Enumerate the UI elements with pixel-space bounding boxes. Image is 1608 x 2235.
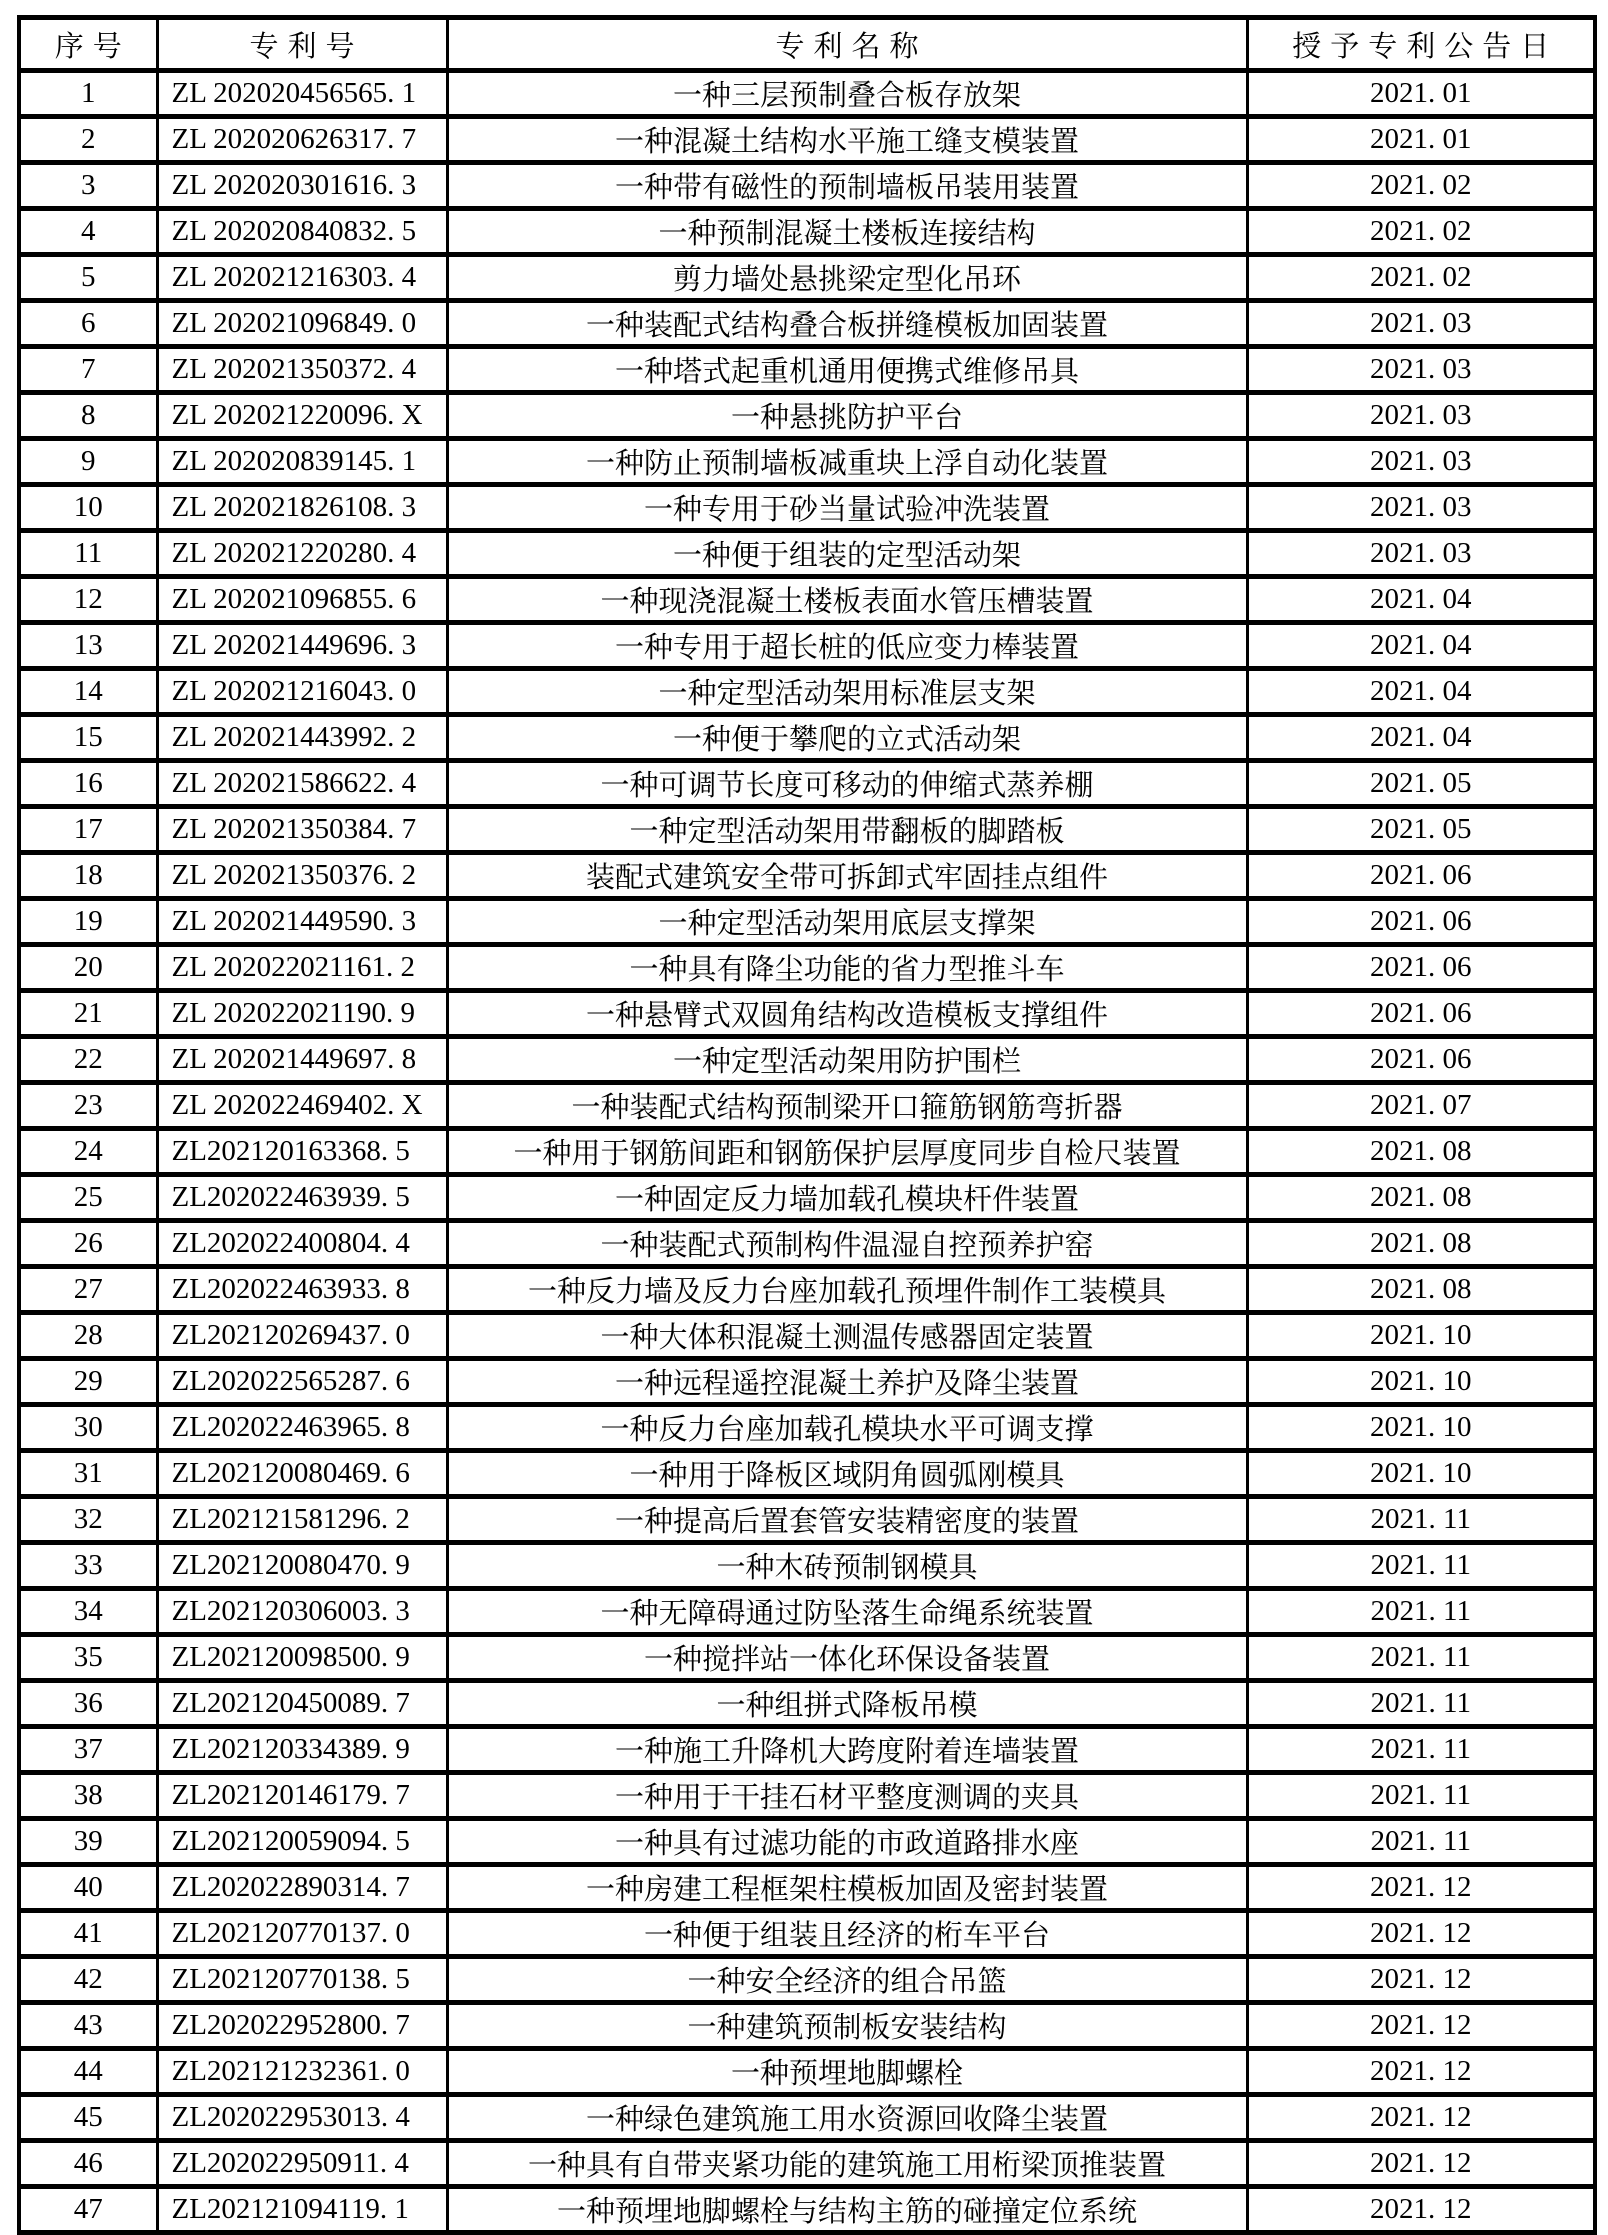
table-row <box>19 899 1595 945</box>
cell-patent-title: 一种装配式结构预制梁开口箍筋钢筋弯折器 <box>447 1083 1247 1129</box>
cell-grant-date: 2021. 11 <box>1247 1635 1595 1681</box>
table-row <box>19 1957 1595 2003</box>
table-row <box>19 1773 1595 1819</box>
table-row <box>19 1451 1595 1497</box>
cell-serial: 29 <box>19 1359 157 1405</box>
table-row <box>19 577 1595 623</box>
cell-patent-number: ZL202022463933. 8 <box>157 1267 447 1313</box>
cell-patent-number: ZL202022952800. 7 <box>157 2003 447 2049</box>
table-row <box>19 163 1595 209</box>
cell-patent-number: ZL 202021216303. 4 <box>157 255 447 301</box>
cell-patent-number: ZL 202020840832. 5 <box>157 209 447 255</box>
cell-grant-date: 2021. 12 <box>1247 1865 1595 1911</box>
cell-serial: 5 <box>19 255 157 301</box>
cell-patent-title: 一种无障碍通过防坠落生命绳系统装置 <box>447 1589 1247 1635</box>
cell-grant-date: 2021. 03 <box>1247 439 1595 485</box>
cell-patent-title: 一种木砖预制钢模具 <box>447 1543 1247 1589</box>
cell-grant-date: 2021. 08 <box>1247 1175 1595 1221</box>
table-row <box>19 623 1595 669</box>
header-row <box>19 18 1595 71</box>
cell-grant-date: 2021. 11 <box>1247 1773 1595 1819</box>
cell-patent-number: ZL 202021220096. X <box>157 393 447 439</box>
cell-serial: 33 <box>19 1543 157 1589</box>
table-row <box>19 301 1595 347</box>
table-body <box>19 71 1595 2233</box>
cell-patent-number: ZL202120080469. 6 <box>157 1451 447 1497</box>
cell-patent-title: 一种专用于超长桩的低应变力棒装置 <box>447 623 1247 669</box>
cell-grant-date: 2021. 04 <box>1247 623 1595 669</box>
table-row <box>19 531 1595 577</box>
table-row <box>19 1037 1595 1083</box>
cell-patent-number: ZL 202021826108. 3 <box>157 485 447 531</box>
cell-grant-date: 2021. 10 <box>1247 1359 1595 1405</box>
cell-serial: 2 <box>19 117 157 163</box>
cell-patent-title: 一种安全经济的组合吊篮 <box>447 1957 1247 2003</box>
table-row <box>19 209 1595 255</box>
cell-patent-number: ZL202022463965. 8 <box>157 1405 447 1451</box>
cell-grant-date: 2021. 02 <box>1247 209 1595 255</box>
cell-patent-number: ZL202121232361. 0 <box>157 2049 447 2095</box>
table-row <box>19 1727 1595 1773</box>
cell-patent-number: ZL202120306003. 3 <box>157 1589 447 1635</box>
cell-patent-number: ZL 202021586622. 4 <box>157 761 447 807</box>
cell-patent-number: ZL202120450089. 7 <box>157 1681 447 1727</box>
cell-patent-title: 一种便于组装且经济的桁车平台 <box>447 1911 1247 1957</box>
cell-serial: 7 <box>19 347 157 393</box>
cell-serial: 13 <box>19 623 157 669</box>
cell-grant-date: 2021. 03 <box>1247 485 1595 531</box>
cell-patent-title: 一种房建工程框架柱模板加固及密封装置 <box>447 1865 1247 1911</box>
table-row <box>19 1175 1595 1221</box>
cell-patent-title: 一种具有自带夹紧功能的建筑施工用桁梁顶推装置 <box>447 2141 1247 2187</box>
cell-serial: 28 <box>19 1313 157 1359</box>
cell-serial: 47 <box>19 2187 157 2233</box>
cell-patent-title: 一种预埋地脚螺栓 <box>447 2049 1247 2095</box>
cell-serial: 12 <box>19 577 157 623</box>
cell-patent-number: ZL 202021096855. 6 <box>157 577 447 623</box>
cell-grant-date: 2021. 08 <box>1247 1267 1595 1313</box>
cell-patent-title: 一种三层预制叠合板存放架 <box>447 71 1247 117</box>
cell-serial: 25 <box>19 1175 157 1221</box>
cell-serial: 34 <box>19 1589 157 1635</box>
cell-grant-date: 2021. 03 <box>1247 531 1595 577</box>
cell-patent-title: 一种可调节长度可移动的伸缩式蒸养棚 <box>447 761 1247 807</box>
cell-patent-title: 一种固定反力墙加载孔模块杆件装置 <box>447 1175 1247 1221</box>
cell-grant-date: 2021. 03 <box>1247 301 1595 347</box>
table-row <box>19 1911 1595 1957</box>
cell-serial: 45 <box>19 2095 157 2141</box>
cell-patent-number: ZL202121581296. 2 <box>157 1497 447 1543</box>
cell-grant-date: 2021. 02 <box>1247 255 1595 301</box>
cell-patent-title: 一种用于降板区域阴角圆弧刚模具 <box>447 1451 1247 1497</box>
cell-serial: 44 <box>19 2049 157 2095</box>
cell-grant-date: 2021. 04 <box>1247 715 1595 761</box>
cell-grant-date: 2021. 11 <box>1247 1543 1595 1589</box>
cell-serial: 42 <box>19 1957 157 2003</box>
cell-patent-title: 一种防止预制墙板减重块上浮自动化装置 <box>447 439 1247 485</box>
cell-serial: 31 <box>19 1451 157 1497</box>
cell-patent-title: 一种具有过滤功能的市政道路排水座 <box>447 1819 1247 1865</box>
table-row <box>19 347 1595 393</box>
cell-patent-title: 一种具有降尘功能的省力型推斗车 <box>447 945 1247 991</box>
table-row <box>19 1635 1595 1681</box>
cell-grant-date: 2021. 11 <box>1247 1819 1595 1865</box>
cell-grant-date: 2021. 04 <box>1247 669 1595 715</box>
table-row <box>19 117 1595 163</box>
cell-patent-number: ZL202120163368. 5 <box>157 1129 447 1175</box>
cell-grant-date: 2021. 04 <box>1247 577 1595 623</box>
cell-patent-title: 剪力墙处悬挑梁定型化吊环 <box>447 255 1247 301</box>
cell-grant-date: 2021. 08 <box>1247 1221 1595 1267</box>
column-header-serial: 序号 <box>19 18 157 71</box>
cell-patent-number: ZL202022890314. 7 <box>157 1865 447 1911</box>
table-row <box>19 853 1595 899</box>
cell-grant-date: 2021. 06 <box>1247 945 1595 991</box>
cell-patent-title: 一种悬臂式双圆角结构改造模板支撑组件 <box>447 991 1247 1037</box>
cell-serial: 16 <box>19 761 157 807</box>
table-row <box>19 1359 1595 1405</box>
cell-patent-number: ZL 202022469402. X <box>157 1083 447 1129</box>
cell-serial: 18 <box>19 853 157 899</box>
cell-patent-number: ZL 202020456565. 1 <box>157 71 447 117</box>
cell-serial: 17 <box>19 807 157 853</box>
table-row <box>19 1865 1595 1911</box>
cell-serial: 36 <box>19 1681 157 1727</box>
table-row <box>19 945 1595 991</box>
table-row <box>19 2095 1595 2141</box>
table-row <box>19 1129 1595 1175</box>
table-row <box>19 669 1595 715</box>
cell-serial: 43 <box>19 2003 157 2049</box>
cell-patent-title: 一种反力墙及反力台座加载孔预埋件制作工装模具 <box>447 1267 1247 1313</box>
table-row <box>19 1819 1595 1865</box>
cell-grant-date: 2021. 06 <box>1247 899 1595 945</box>
cell-grant-date: 2021. 02 <box>1247 163 1595 209</box>
table-row <box>19 71 1595 117</box>
cell-patent-number: ZL 202022021161. 2 <box>157 945 447 991</box>
cell-patent-title: 一种塔式起重机通用便携式维修吊具 <box>447 347 1247 393</box>
cell-serial: 6 <box>19 301 157 347</box>
cell-patent-title: 一种施工升降机大跨度附着连墙装置 <box>447 1727 1247 1773</box>
cell-serial: 46 <box>19 2141 157 2187</box>
cell-patent-title: 一种远程遥控混凝土养护及降尘装置 <box>447 1359 1247 1405</box>
cell-patent-number: ZL202120098500. 9 <box>157 1635 447 1681</box>
cell-patent-number: ZL202120334389. 9 <box>157 1727 447 1773</box>
cell-patent-number: ZL 202021350372. 4 <box>157 347 447 393</box>
cell-patent-title: 一种专用于砂当量试验冲洗装置 <box>447 485 1247 531</box>
cell-serial: 38 <box>19 1773 157 1819</box>
cell-patent-title: 一种提高后置套管安装精密度的装置 <box>447 1497 1247 1543</box>
cell-serial: 15 <box>19 715 157 761</box>
cell-patent-title: 一种大体积混凝土测温传感器固定装置 <box>447 1313 1247 1359</box>
cell-patent-title: 一种搅拌站一体化环保设备装置 <box>447 1635 1247 1681</box>
cell-patent-title: 一种用于钢筋间距和钢筋保护层厚度同步自检尺装置 <box>447 1129 1247 1175</box>
table-row <box>19 1497 1595 1543</box>
cell-grant-date: 2021. 01 <box>1247 117 1595 163</box>
cell-serial: 37 <box>19 1727 157 1773</box>
cell-serial: 32 <box>19 1497 157 1543</box>
cell-patent-title: 一种定型活动架用标准层支架 <box>447 669 1247 715</box>
cell-grant-date: 2021. 11 <box>1247 1589 1595 1635</box>
cell-grant-date: 2021. 10 <box>1247 1313 1595 1359</box>
cell-patent-number: ZL 202020626317. 7 <box>157 117 447 163</box>
cell-serial: 26 <box>19 1221 157 1267</box>
cell-grant-date: 2021. 12 <box>1247 1911 1595 1957</box>
cell-patent-title: 一种绿色建筑施工用水资源回收降尘装置 <box>447 2095 1247 2141</box>
table-row <box>19 1681 1595 1727</box>
cell-patent-title: 一种用于干挂石材平整度测调的夹具 <box>447 1773 1247 1819</box>
cell-grant-date: 2021. 10 <box>1247 1451 1595 1497</box>
cell-grant-date: 2021. 11 <box>1247 1727 1595 1773</box>
cell-patent-number: ZL 202021449696. 3 <box>157 623 447 669</box>
cell-patent-title: 一种预埋地脚螺栓与结构主筋的碰撞定位系统 <box>447 2187 1247 2233</box>
cell-grant-date: 2021. 03 <box>1247 393 1595 439</box>
cell-patent-number: ZL202022463939. 5 <box>157 1175 447 1221</box>
table-row <box>19 1543 1595 1589</box>
cell-patent-title: 一种定型活动架用带翻板的脚踏板 <box>447 807 1247 853</box>
cell-patent-number: ZL202120146179. 7 <box>157 1773 447 1819</box>
cell-grant-date: 2021. 03 <box>1247 347 1595 393</box>
cell-serial: 22 <box>19 1037 157 1083</box>
cell-patent-number: ZL 202021096849. 0 <box>157 301 447 347</box>
cell-serial: 27 <box>19 1267 157 1313</box>
table-row <box>19 2187 1595 2233</box>
cell-serial: 23 <box>19 1083 157 1129</box>
cell-grant-date: 2021. 08 <box>1247 1129 1595 1175</box>
cell-serial: 14 <box>19 669 157 715</box>
cell-patent-number: ZL 202021443992. 2 <box>157 715 447 761</box>
column-header-patent-number: 专利号 <box>157 18 447 71</box>
table-row <box>19 1083 1595 1129</box>
table-row <box>19 1267 1595 1313</box>
cell-patent-number: ZL202022950911. 4 <box>157 2141 447 2187</box>
cell-patent-number: ZL202120080470. 9 <box>157 1543 447 1589</box>
cell-patent-number: ZL202120269437. 0 <box>157 1313 447 1359</box>
cell-serial: 20 <box>19 945 157 991</box>
cell-patent-title: 一种混凝土结构水平施工缝支模装置 <box>447 117 1247 163</box>
cell-patent-number: ZL 202021220280. 4 <box>157 531 447 577</box>
table-row <box>19 807 1595 853</box>
column-header-grant-date: 授予专利公告日 <box>1247 18 1595 71</box>
cell-patent-title: 一种悬挑防护平台 <box>447 393 1247 439</box>
table-row <box>19 2003 1595 2049</box>
table-row <box>19 1221 1595 1267</box>
cell-patent-number: ZL 202021449590. 3 <box>157 899 447 945</box>
table-row <box>19 2049 1595 2095</box>
cell-serial: 3 <box>19 163 157 209</box>
cell-patent-title: 装配式建筑安全带可拆卸式牢固挂点组件 <box>447 853 1247 899</box>
cell-patent-number: ZL 202020839145. 1 <box>157 439 447 485</box>
cell-patent-title: 一种预制混凝土楼板连接结构 <box>447 209 1247 255</box>
cell-patent-number: ZL 202021216043. 0 <box>157 669 447 715</box>
cell-patent-title: 一种定型活动架用防护围栏 <box>447 1037 1247 1083</box>
table-row <box>19 255 1595 301</box>
cell-patent-number: ZL202120770138. 5 <box>157 1957 447 2003</box>
table-row <box>19 1313 1595 1359</box>
cell-patent-number: ZL202121094119. 1 <box>157 2187 447 2233</box>
cell-patent-number: ZL 202020301616. 3 <box>157 163 447 209</box>
cell-serial: 35 <box>19 1635 157 1681</box>
cell-patent-title: 一种便于组装的定型活动架 <box>447 531 1247 577</box>
cell-patent-number: ZL 202021449697. 8 <box>157 1037 447 1083</box>
cell-grant-date: 2021. 12 <box>1247 1957 1595 2003</box>
cell-serial: 19 <box>19 899 157 945</box>
cell-serial: 21 <box>19 991 157 1037</box>
cell-patent-title: 一种装配式预制构件温湿自控预养护窑 <box>447 1221 1247 1267</box>
patent-table <box>17 15 1597 2235</box>
cell-grant-date: 2021. 06 <box>1247 1037 1595 1083</box>
cell-patent-number: ZL202022953013. 4 <box>157 2095 447 2141</box>
table-row <box>19 761 1595 807</box>
column-header-patent-title: 专利名称 <box>447 18 1247 71</box>
cell-grant-date: 2021. 12 <box>1247 2095 1595 2141</box>
cell-grant-date: 2021. 06 <box>1247 991 1595 1037</box>
cell-grant-date: 2021. 01 <box>1247 71 1595 117</box>
cell-patent-number: ZL202120059094. 5 <box>157 1819 447 1865</box>
cell-grant-date: 2021. 10 <box>1247 1405 1595 1451</box>
cell-serial: 24 <box>19 1129 157 1175</box>
cell-serial: 39 <box>19 1819 157 1865</box>
cell-serial: 11 <box>19 531 157 577</box>
cell-patent-title: 一种带有磁性的预制墙板吊装用装置 <box>447 163 1247 209</box>
cell-grant-date: 2021. 07 <box>1247 1083 1595 1129</box>
cell-grant-date: 2021. 11 <box>1247 1497 1595 1543</box>
cell-patent-number: ZL 202021350376. 2 <box>157 853 447 899</box>
table-row <box>19 1405 1595 1451</box>
cell-patent-number: ZL202022400804. 4 <box>157 1221 447 1267</box>
cell-patent-title: 一种反力台座加载孔模块水平可调支撑 <box>447 1405 1247 1451</box>
cell-patent-title: 一种建筑预制板安装结构 <box>447 2003 1247 2049</box>
cell-serial: 30 <box>19 1405 157 1451</box>
cell-serial: 9 <box>19 439 157 485</box>
table-row <box>19 991 1595 1037</box>
cell-patent-title: 一种组拼式降板吊模 <box>447 1681 1247 1727</box>
cell-serial: 41 <box>19 1911 157 1957</box>
cell-grant-date: 2021. 11 <box>1247 1681 1595 1727</box>
table-row <box>19 393 1595 439</box>
cell-grant-date: 2021. 12 <box>1247 2187 1595 2233</box>
cell-patent-number: ZL 202022021190. 9 <box>157 991 447 1037</box>
cell-patent-title: 一种装配式结构叠合板拼缝模板加固装置 <box>447 301 1247 347</box>
cell-grant-date: 2021. 12 <box>1247 2049 1595 2095</box>
table-row <box>19 715 1595 761</box>
table-row <box>19 485 1595 531</box>
cell-patent-title: 一种定型活动架用底层支撑架 <box>447 899 1247 945</box>
cell-patent-number: ZL202022565287. 6 <box>157 1359 447 1405</box>
table-row <box>19 439 1595 485</box>
cell-serial: 1 <box>19 71 157 117</box>
cell-serial: 40 <box>19 1865 157 1911</box>
cell-serial: 4 <box>19 209 157 255</box>
cell-patent-number: ZL 202021350384. 7 <box>157 807 447 853</box>
cell-grant-date: 2021. 05 <box>1247 761 1595 807</box>
cell-serial: 10 <box>19 485 157 531</box>
cell-grant-date: 2021. 06 <box>1247 853 1595 899</box>
cell-patent-title: 一种现浇混凝土楼板表面水管压槽装置 <box>447 577 1247 623</box>
cell-patent-number: ZL202120770137. 0 <box>157 1911 447 1957</box>
cell-patent-title: 一种便于攀爬的立式活动架 <box>447 715 1247 761</box>
cell-serial: 8 <box>19 393 157 439</box>
cell-grant-date: 2021. 05 <box>1247 807 1595 853</box>
cell-grant-date: 2021. 12 <box>1247 2003 1595 2049</box>
table-row <box>19 1589 1595 1635</box>
cell-grant-date: 2021. 12 <box>1247 2141 1595 2187</box>
table-header <box>19 18 1595 71</box>
table-row <box>19 2141 1595 2187</box>
